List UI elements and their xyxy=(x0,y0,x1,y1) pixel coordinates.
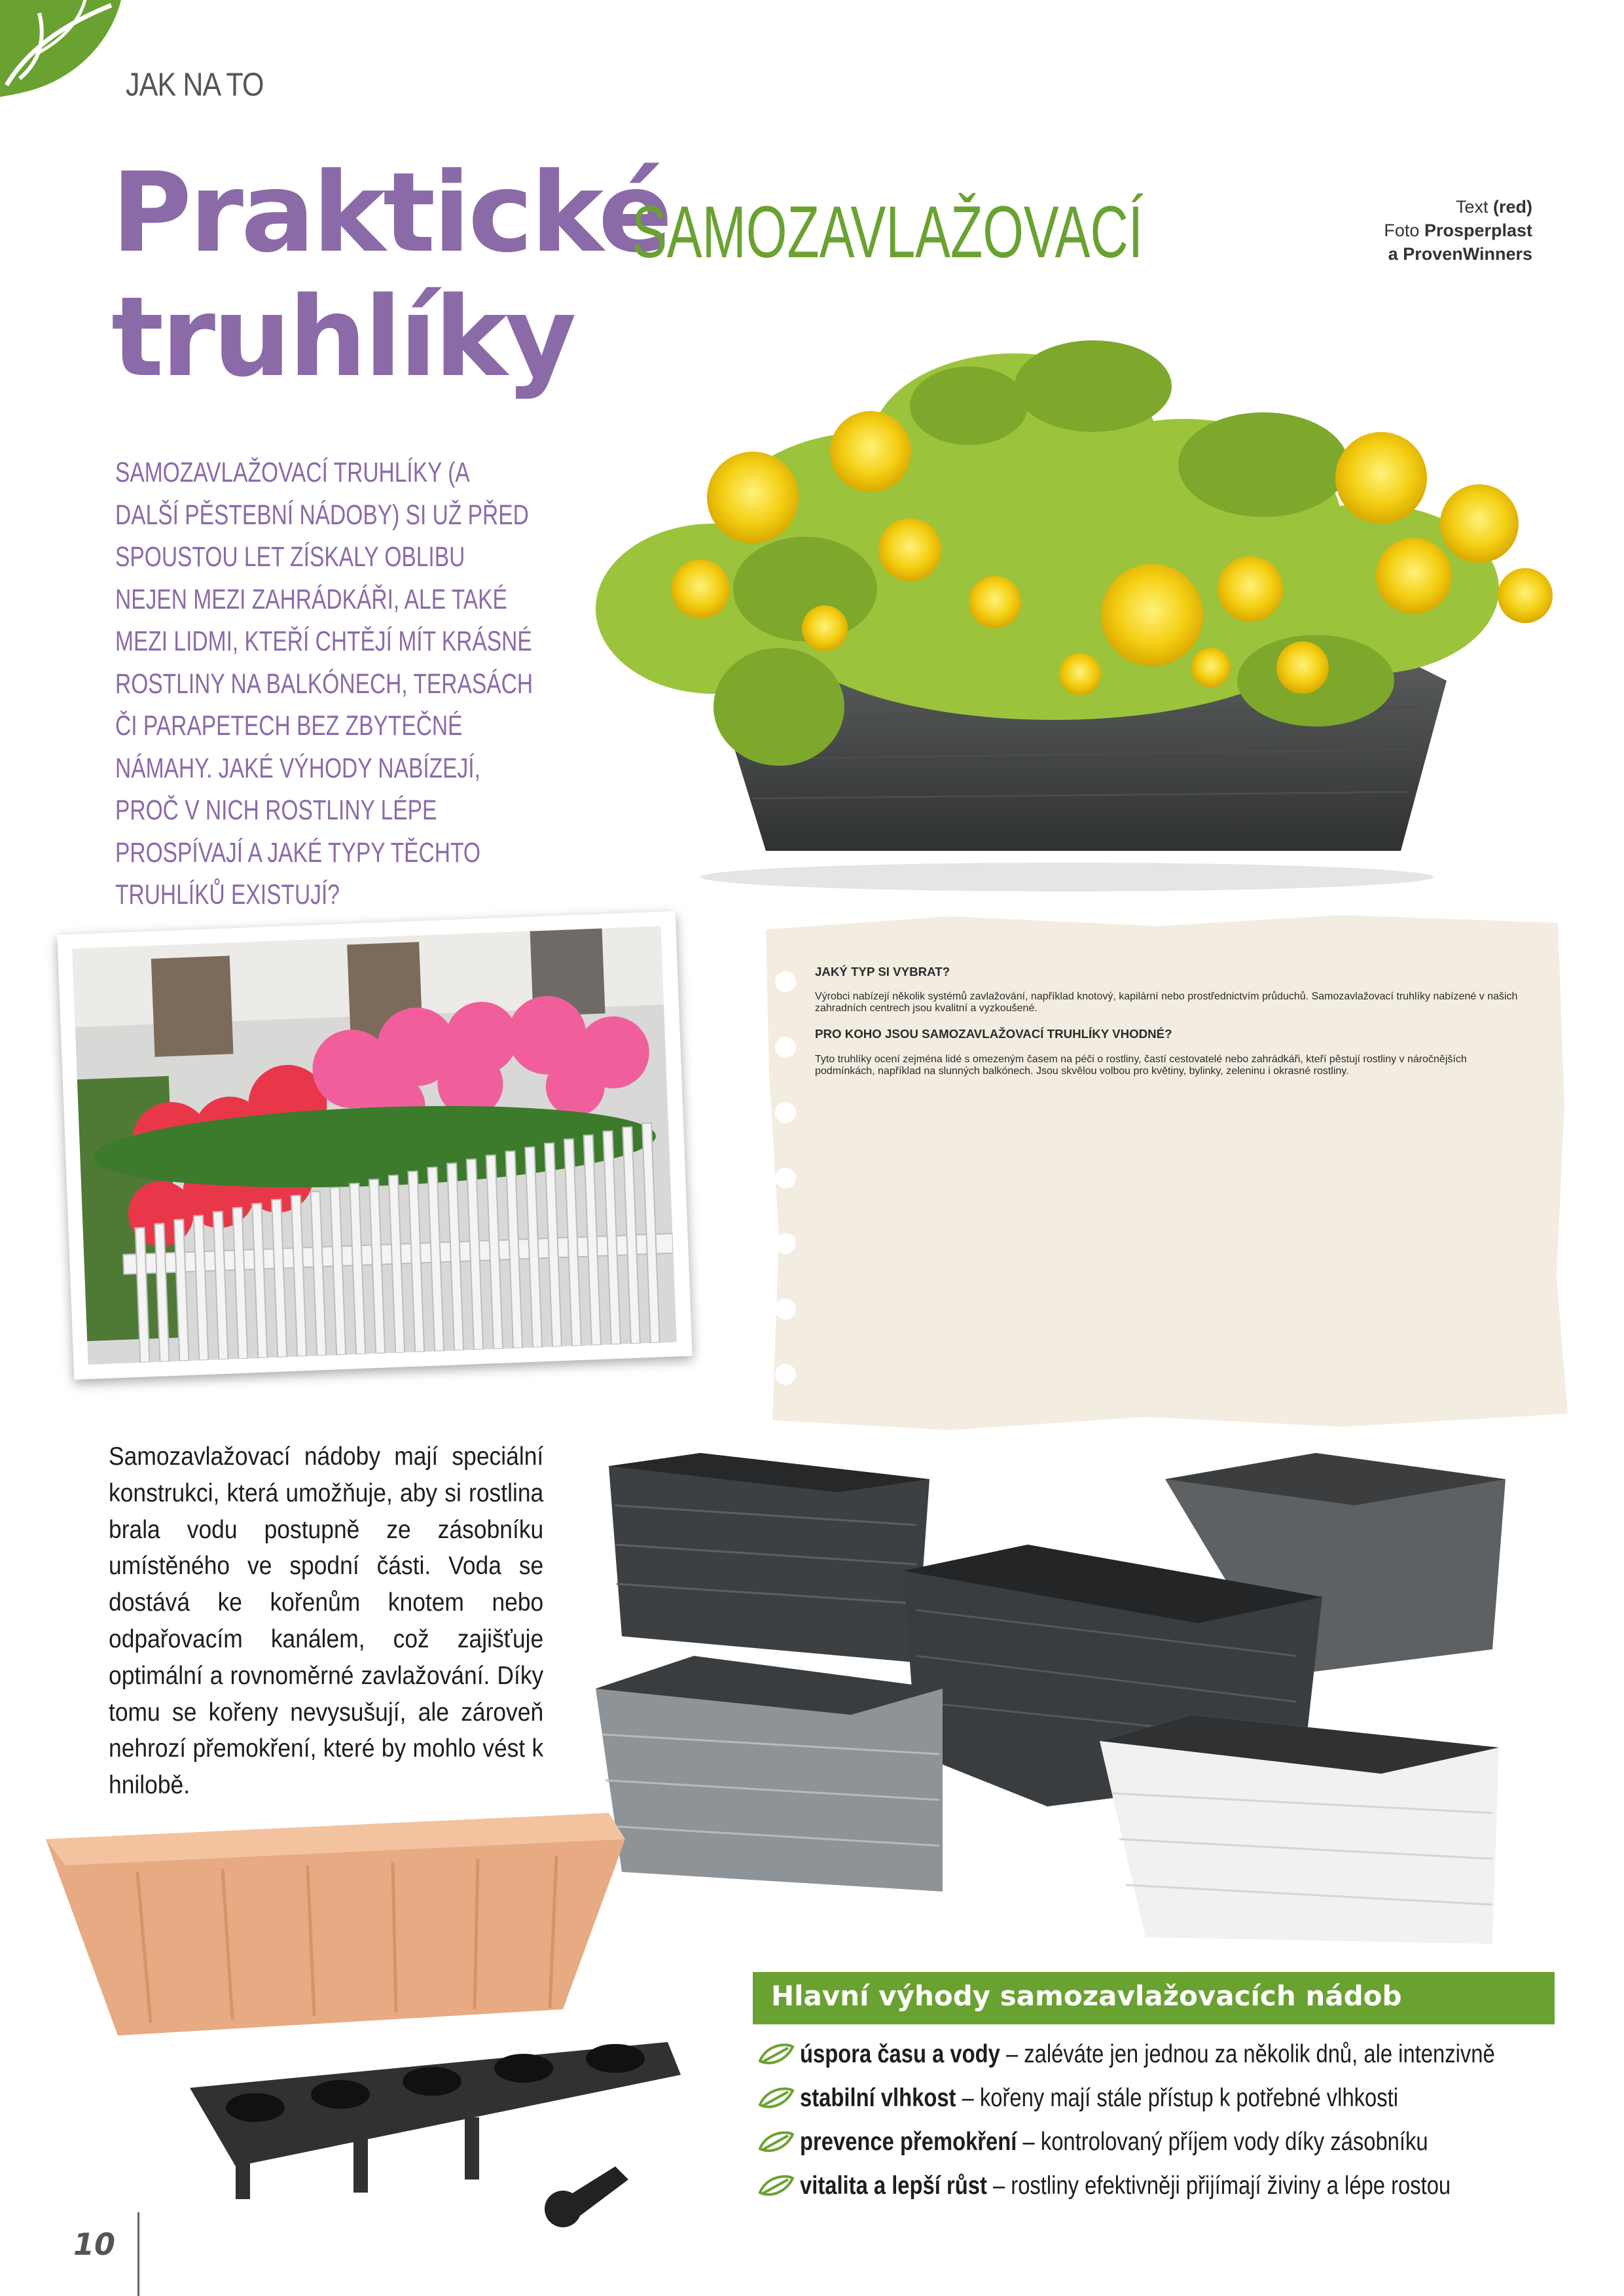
planters-product-photo xyxy=(576,1440,1512,1950)
benefit-bold: úspora času a vody xyxy=(800,2039,1000,2068)
leaf-bullet-icon xyxy=(753,2129,800,2155)
benefit-rest: – zaléváte jen jednou za několik dnů, ale intenzivně xyxy=(1000,2039,1495,2068)
flower-planter-photo xyxy=(543,314,1604,903)
title-line-1: Praktické xyxy=(111,149,670,277)
note-heading-type: JAKÝ TYP SI VYBRAT? xyxy=(815,964,950,978)
lead-paragraph: SAMOZAVLAŽOVACÍ TRUHLÍKY (A DALŠÍ PĚSTEBNÍ NÁDOBY) SI UŽ PŘED SPOUSTOU LET ZÍSKALY OBLIBU NEJEN MEZI ZAHRÁDKÁŘI, ALE TAKÉ MEZI LIDMI, KTEŘÍ CHTĚJÍ MÍT KRÁSNÉ ROSTLINY NA BALKÓNECH, TERASÁCH ČI PARAPETECH BEZ ZBYTEČNÉ NÁMAHY. JAKÉ VÝHODY NABÍZEJÍ, PROČ V NICH ROSTLINY LÉPE PROSPÍVAJÍ A JAKÉ TYPY TĚCHTO TRUHLÍKŮ EXISTUJÍ? xyxy=(115,457,533,910)
benefit-rest: – kořeny mají stále přístup k potřebné vlhkosti xyxy=(956,2083,1399,2112)
leaf-logo-icon xyxy=(0,0,121,98)
credits xyxy=(1384,195,1532,266)
credit-text: Text (red) xyxy=(1455,197,1532,217)
benefit-rest: – rostliny efektivněji přijímají živiny a lépe rostou xyxy=(986,2171,1451,2200)
leaf-bullet-icon xyxy=(753,2085,800,2111)
note-heading-who: PRO KOHO JSOU SAMOZAVLAŽOVACÍ TRUHLÍKY VHODNÉ? xyxy=(815,1027,1172,1041)
benefits-list xyxy=(753,2032,1604,2208)
benefit-item xyxy=(753,2120,1604,2164)
benefit-bold: prevence přemokření xyxy=(800,2127,1017,2156)
credit-photo-2: a ProvenWinners xyxy=(1388,244,1532,264)
benefits-title: Hlavní výhody samozavlažovacích nádob xyxy=(771,1980,1402,2012)
terracotta-planter-photo xyxy=(39,1800,694,2271)
credit-photo: Foto Prosperplast xyxy=(1384,221,1532,240)
benefit-item xyxy=(753,2076,1604,2120)
info-note xyxy=(815,952,1522,1088)
title-line-2: truhlíky xyxy=(111,273,574,401)
benefit-item xyxy=(753,2164,1604,2208)
note-paragraph-who: Tyto truhlíky ocení zejména lidé s omezeným časem na péči o rostliny, častí cestovatelé nebo zahrádkáři, kteří pěstují rostliny v náročnějších podmínkách, například na slunných balkónech. Jsou skvělou volbou pro květiny, bylinky, zeleninu i okrasné rostliny. xyxy=(815,1053,1467,1077)
section-label: JAK NA TO xyxy=(126,66,264,103)
benefit-bold: vitalita a lepší růst xyxy=(800,2171,987,2200)
benefit-item xyxy=(753,2032,1604,2076)
balcony-photo xyxy=(57,911,692,1380)
leaf-bullet-icon xyxy=(753,2173,800,2199)
benefit-rest: – kontrolovaný příjem vody díky zásobníku xyxy=(1017,2127,1428,2156)
body-paragraph: Samozavlažovací nádoby mají speciální konstrukci, která umožňuje, aby si rostlina brala vodu postupně ze zásobníku umístěného ve spodní části. Voda se dostává ke kořenům knotem nebo odpařovacím kanálem, což zajišťuje optimální a rovnoměrné zavlažování. Díky tomu se kořeny nevysušují, ale zároveň nehrozí přemokření, které by mohlo vést k hnilobě. xyxy=(109,1443,544,1800)
benefit-bold: stabilní vlhkost xyxy=(800,2083,956,2112)
leaf-bullet-icon xyxy=(753,2041,800,2068)
note-paragraph-type: Výrobci nabízejí několik systémů zavlažování, například knotový, kapilární nebo prostřednictvím průduchů. Samozavlažovací truhlíky nabízené v našich zahradních centrech jsou kvalitní a vyzkoušené. xyxy=(815,991,1518,1014)
page-number-divider xyxy=(137,2212,139,2296)
page-number: 10 xyxy=(73,2227,116,2262)
title-subheading: SAMOZAVLAŽOVACÍ xyxy=(632,191,1144,273)
